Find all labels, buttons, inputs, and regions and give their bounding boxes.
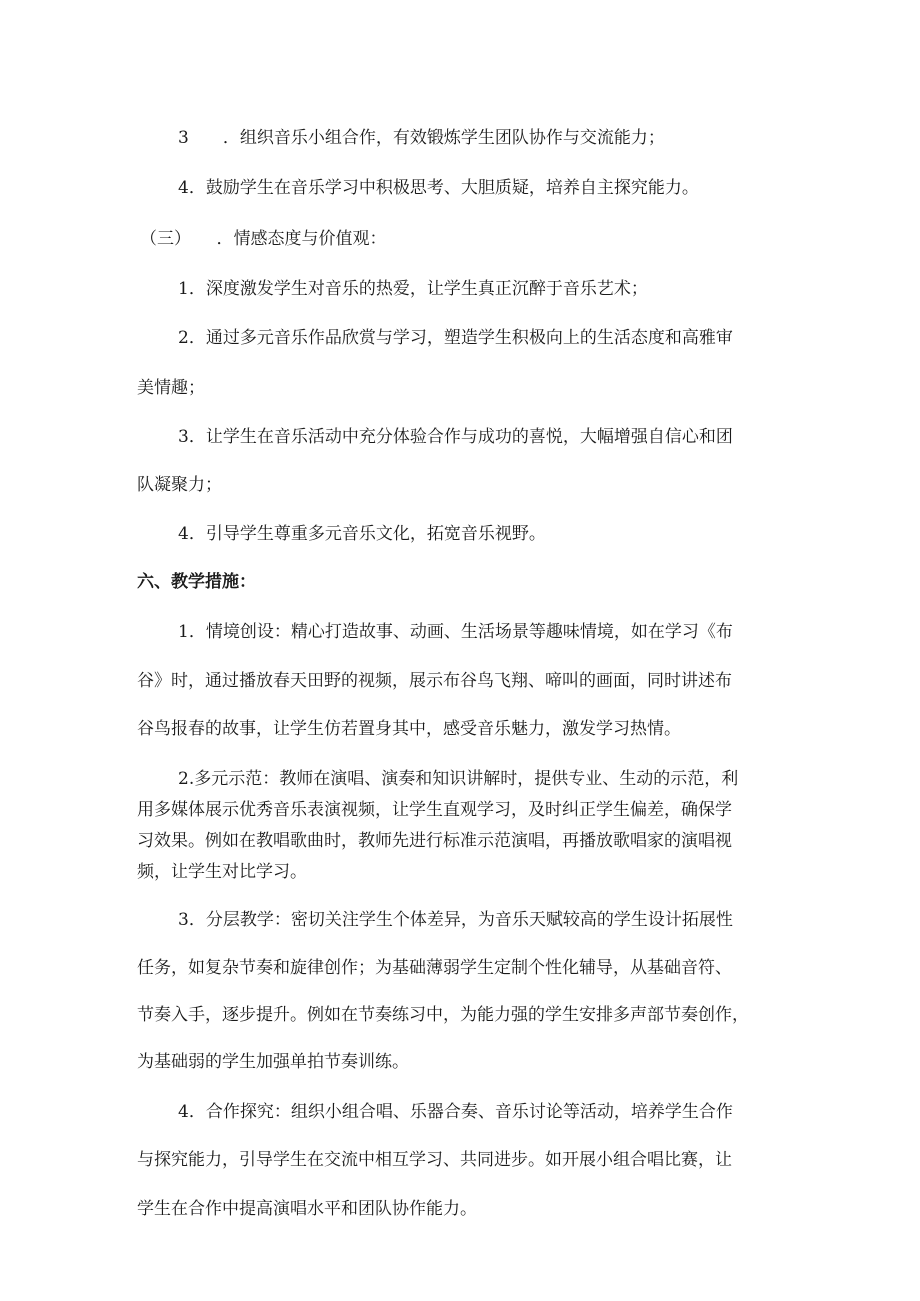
text-line: 3．分层教学：密切关注学生个体差异，为音乐天赋较高的学生设计拓展性 [178, 910, 733, 930]
section-heading: 六、教学措施： [137, 572, 256, 592]
text-line: 用多媒体展示优秀音乐表演视频，让学生直观学习，及时纠正学生偏差，确保学 [137, 800, 732, 820]
text-line: 2．通过多元音乐作品欣赏与学习，塑造学生积极向上的生活态度和高雅审 [178, 328, 733, 348]
text-line: 频，让学生对比学习。 [137, 862, 307, 882]
text-line: 1．深度激发学生对音乐的热爱，让学生真正沉醉于音乐艺术； [178, 279, 648, 299]
text-line: 节奏入手，逐步提升。例如在节奏练习中，为能力强的学生安排多声部节奏创作， [137, 1005, 749, 1025]
text-line: 谷鸟报春的故事，让学生仿若置身其中，感受音乐魅力，激发学习热情。 [137, 719, 681, 739]
text-line: 与探究能力，引导学生在交流中相互学习、共同进步。如开展小组合唱比赛，让 [137, 1150, 732, 1170]
text-line: 美情趣； [137, 378, 205, 398]
text-line: 3．让学生在音乐活动中充分体验合作与成功的喜悦，大幅增强自信心和团 [178, 427, 733, 447]
text-line: 1．情境创设：精心打造故事、动画、生活场景等趣味情境，如在学习《布 [178, 622, 733, 642]
text-line: 学生在合作中提高演唱水平和团队协作能力。 [137, 1199, 477, 1219]
text-line: 2.多元示范：教师在演唱、演奏和知识讲解时，提供专业、生动的示范，利 [178, 769, 739, 789]
text-line: 4．引导学生尊重多元音乐文化，拓宽音乐视野。 [178, 524, 546, 544]
text-line: 任务，如复杂节奏和旋律创作；为基础薄弱学生定制个性化辅导，从基础音符、 [137, 958, 732, 978]
text-line: 3 ．组织音乐小组合作，有效锻炼学生团队协作与交流能力； [178, 128, 665, 148]
text-line: 为基础弱的学生加强单拍节奏训练。 [137, 1052, 409, 1072]
text-line: 队凝聚力； [137, 475, 222, 495]
text-line: 谷》时，通过播放春天田野的视频，展示布谷鸟飞翔、啼叫的画面，同时讲述布 [137, 671, 732, 691]
text-line: 4．鼓励学生在音乐学习中积极思考、大胆质疑，培养自主探究能力。 [178, 178, 699, 198]
section-heading: （三） ．情感态度与价值观： [140, 229, 387, 249]
text-line: 习效果。例如在教唱歌曲时，教师先进行标准示范演唱，再播放歌唱家的演唱视 [137, 831, 732, 851]
text-line: 4．合作探究：组织小组合唱、乐器合奏、音乐讨论等活动，培养学生合作 [178, 1102, 733, 1122]
